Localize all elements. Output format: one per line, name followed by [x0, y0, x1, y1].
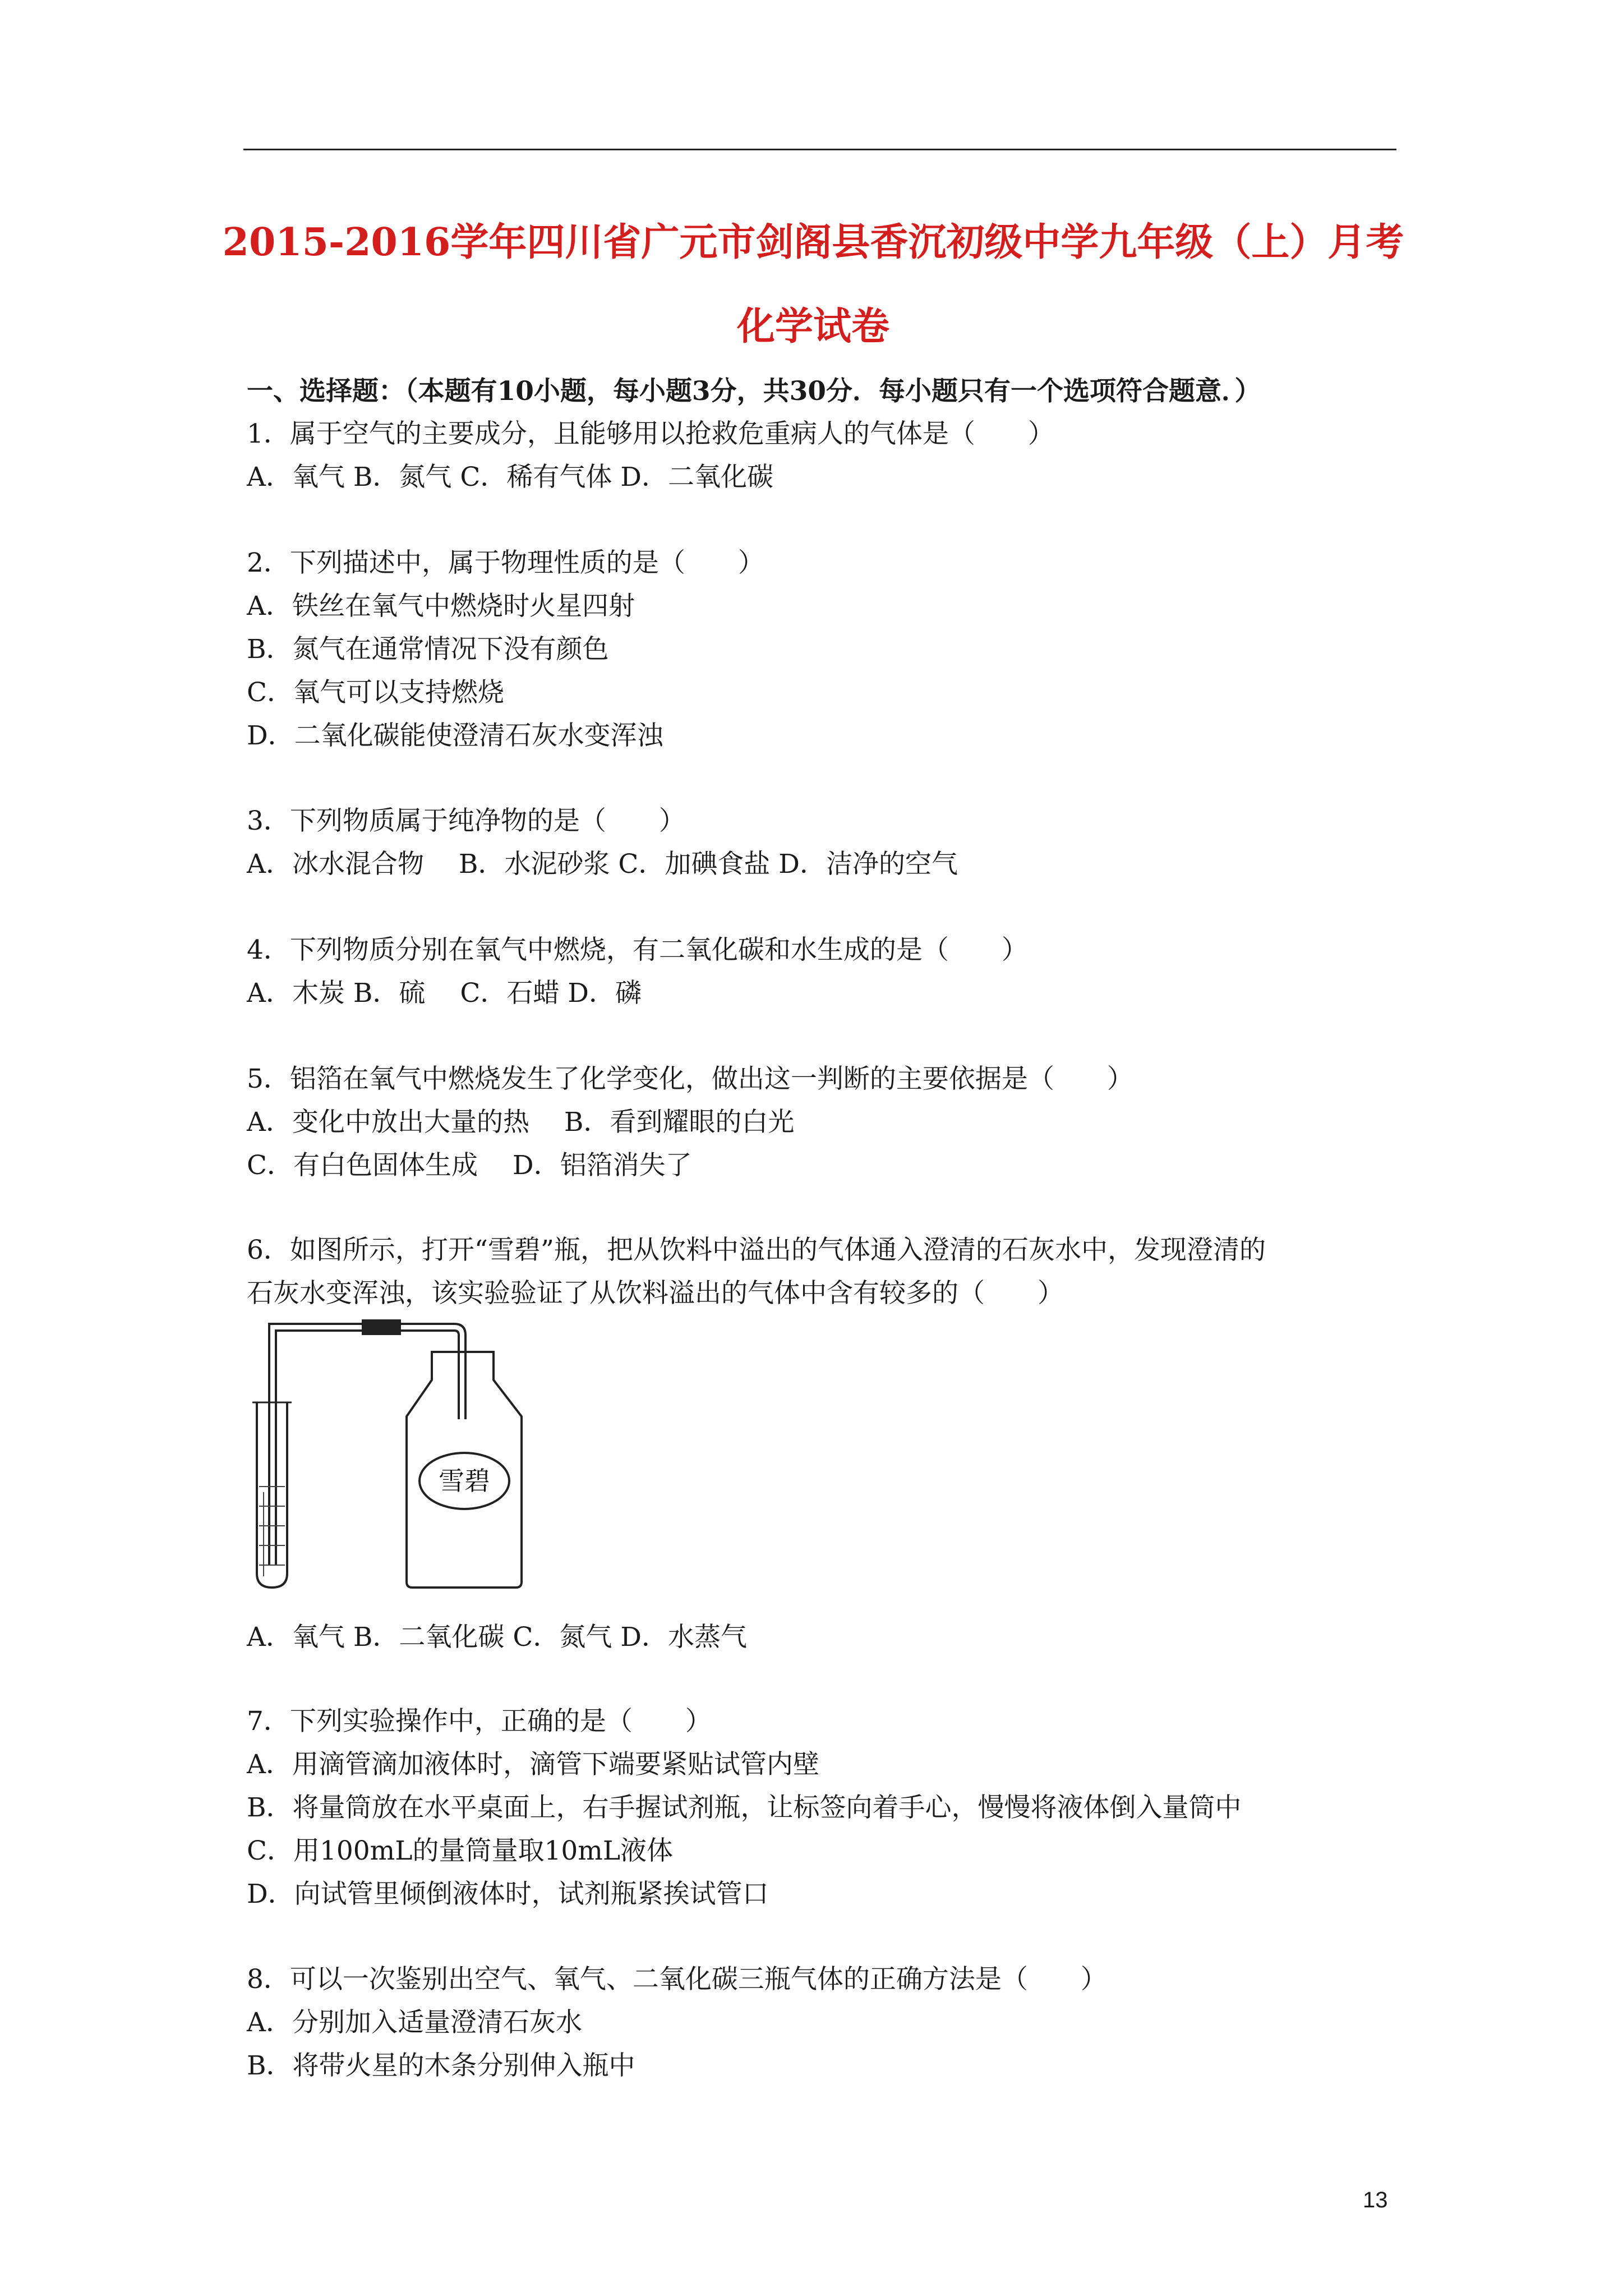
question-stem: 1．属于空气的主要成分，且能够用以抢救危重病人的气体是（ ） [247, 418, 1054, 449]
exam-title-line1: 2015-2016学年四川省广元市剑阁县香沉初级中学九年级（上）月考 [222, 220, 1404, 265]
bottle-label-text: 雪碧 [439, 1466, 490, 1496]
page-number: 13 [1363, 2188, 1388, 2212]
option-c: C．用100mL的量筒量取10mL液体 [247, 1835, 674, 1866]
question-options: A．木炭 B．硫 C．石蜡 D．磷 [247, 978, 642, 1009]
limewater-liquid [259, 1487, 285, 1576]
header-rule [243, 149, 1396, 150]
question-stem: 3．下列物质属于纯净物的是（ ） [247, 806, 685, 836]
question-stem-line1: 6．如图所示，打开“雪碧”瓶，把从饮料中溢出的气体通入澄清的石灰水中，发现澄清的 [247, 1235, 1266, 1266]
option-row-1: A．变化中放出大量的热 B．看到耀眼的白光 [247, 1107, 795, 1138]
question-6-options [247, 1616, 1391, 1659]
question-stem: 8．可以一次鉴别出空气、氧气、二氧化碳三瓶气体的正确方法是（ ） [247, 1964, 1107, 1995]
question-8 [247, 1958, 1391, 2087]
option-b: B．将量筒放在水平桌面上，右手握试剂瓶，让标签向着手心，慢慢将液体倒入量筒中 [247, 1792, 1242, 1823]
option-a: A．用滴管滴加液体时，滴管下端要紧贴试管内壁 [247, 1749, 819, 1780]
sprite-bottle-experiment-diagram [247, 1318, 527, 1593]
option-d: D．向试管里倾倒液体时，试剂瓶紧挨试管口 [247, 1879, 769, 1910]
question-stem: 2．下列描述中，属于物理性质的是（ ） [247, 547, 764, 578]
option-b: B．将带火星的木条分别伸入瓶中 [247, 2050, 635, 2081]
option-c: C．氧气可以支持燃烧 [247, 677, 504, 708]
section-heading: 一、选择题：（本题有10小题，每小题3分，共30分．每小题只有一个选项符合题意．） [247, 376, 1261, 407]
option-a: A．铁丝在氧气中燃烧时火星四射 [247, 591, 635, 622]
question-options: A．冰水混合物 B．水泥砂浆 C．加碘食盐 D．洁净的空气 [247, 849, 958, 880]
question-stem-line2: 石灰水变浑浊，该实验验证了从饮料溢出的气体中含有较多的（ ） [247, 1278, 1064, 1309]
test-tube [257, 1402, 287, 1588]
question-options: A．氧气 B．二氧化碳 C．氮气 D．水蒸气 [247, 1622, 747, 1653]
option-b: B．氮气在通常情况下没有颜色 [247, 634, 609, 665]
option-a: A．分别加入适量澄清石灰水 [247, 2007, 582, 2038]
option-row-2: C．有白色固体生成 D．铝箔消失了 [247, 1150, 692, 1181]
rubber-connector [362, 1319, 401, 1335]
option-d: D．二氧化碳能使澄清石灰水变浑浊 [247, 720, 663, 751]
question-3 [247, 799, 1391, 886]
question-5 [247, 1057, 1391, 1187]
question-stem: 5．铝箔在氧气中燃烧发生了化学变化，做出这一判断的主要依据是（ ） [247, 1064, 1133, 1094]
question-7 [247, 1700, 1391, 1916]
question-2 [247, 541, 1391, 757]
question-1 [247, 412, 1391, 499]
delivery-tube [269, 1324, 465, 1565]
question-stem: 4．下列物质分别在氧气中燃烧，有二氧化碳和水生成的是（ ） [247, 935, 1028, 965]
question-stem: 7．下列实验操作中，正确的是（ ） [247, 1706, 712, 1737]
exam-title-line2: 化学试卷 [736, 304, 889, 349]
question-4 [247, 928, 1391, 1015]
question-options: A．氧气 B．氮气 C．稀有气体 D．二氧化碳 [247, 462, 773, 493]
question-6 [247, 1228, 1391, 1315]
